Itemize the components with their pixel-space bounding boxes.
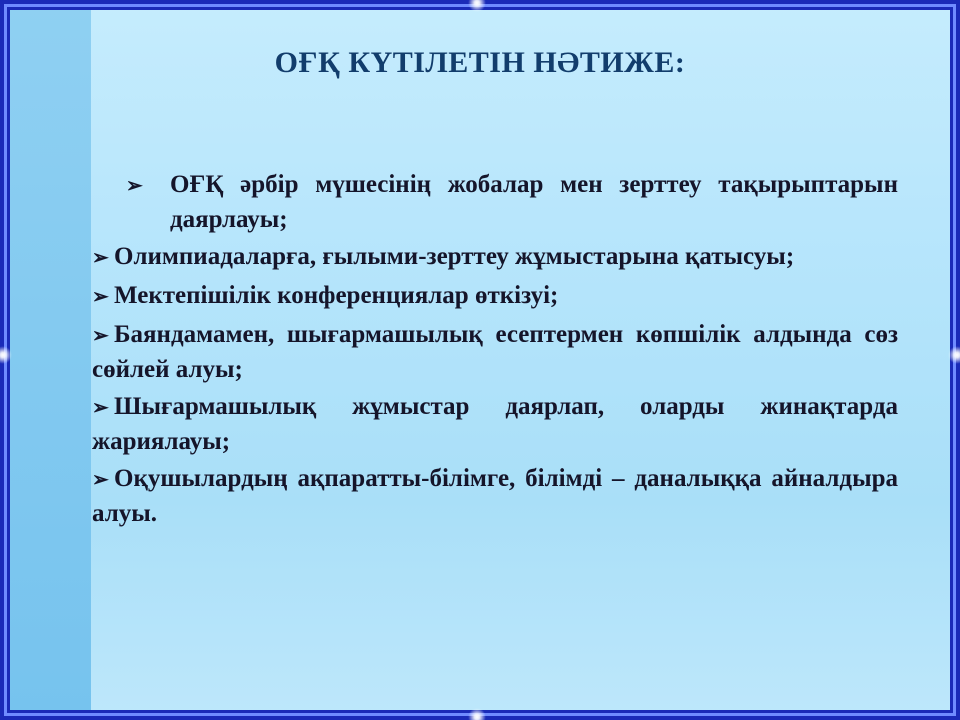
slide-title: ОҒҚ КҮТІЛЕТІН НӘТИЖЕ: [274,46,686,79]
list-item-text: Олимпиадаларға, ғылыми-зерттеу жұмыстарына қатысуы; [114,243,795,270]
list-item [92,390,898,458]
list-item [92,240,898,275]
list-item-text: Оқушылардың ақпаратты-білімге, білімді – даналыққа айналдыра алуы. [92,465,898,527]
list-item-text: ОҒҚ әрбір мүшесінің жобалар мен зерттеу тақырыптарын даярлауы; [170,171,898,233]
list-item-text: Баяндамамен, шығармашылық есептермен көпшілік алдында сөз сөйлей алуы; [92,321,898,383]
arrow-bullet-icon: ➢ [92,469,109,491]
arrow-bullet-icon: ➢ [92,247,109,269]
bullet-list [92,168,898,534]
arrow-bullet-icon: ➢ [92,325,109,347]
list-item [92,318,898,386]
arrow-bullet-icon: ➢ [92,397,109,419]
list-item-text: Шығармашылық жұмыстар даярлап, оларды жинақтарда жариялауы; [92,393,898,455]
sparkle-icon [468,708,486,720]
list-item [114,168,898,236]
sparkle-icon [948,346,960,364]
list-item [92,279,898,314]
list-item [92,462,898,530]
list-item-text: Мектепішілік конференциялар өткізуі; [114,282,559,309]
arrow-bullet-icon: ➢ [92,286,109,308]
arrow-bullet-icon: ➢ [126,175,143,197]
left-band [7,7,91,713]
